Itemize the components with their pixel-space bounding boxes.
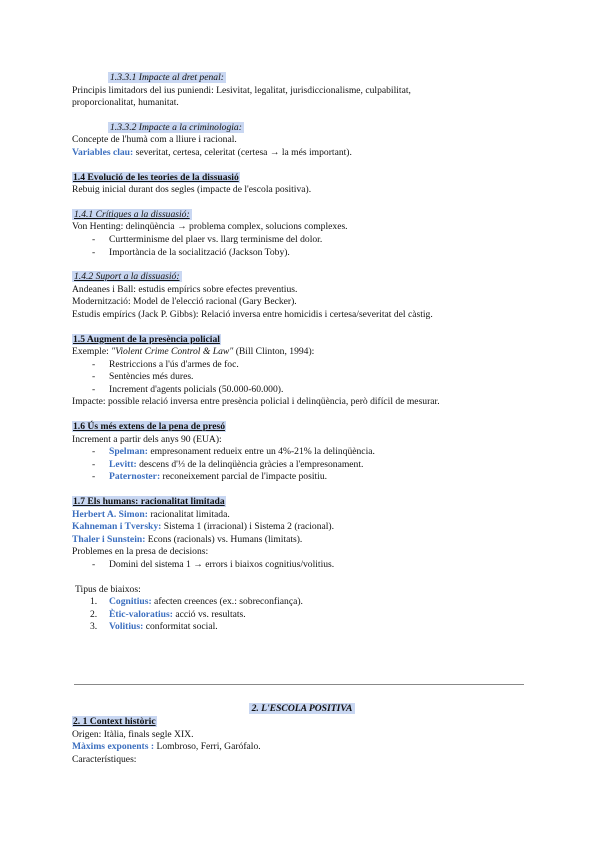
list-item: - Levitt: descens d'⅓ de la delinqüència gràcies a l'empresonament.	[92, 459, 532, 472]
paragraph: Impacte: possible relació inversa entre presència policial i delinqüència, però difícil de mesurar.	[72, 396, 440, 408]
list-item: 2. Ètic-valoratius: acció vs. resultats.	[90, 608, 246, 620]
chapter-title: 2. L'ESCOLA POSITIVA	[72, 703, 532, 716]
paragraph: Característiques:	[72, 753, 137, 765]
list-item: - Domini del sistema 1 → errors i biaixos cognitius/volitius.	[92, 559, 532, 572]
heading-1-3-3-1: 1.3.3.1 Impacte al dret penal:	[110, 72, 224, 83]
paragraph: Andeanes i Ball: estudis empírics sobre efectes preventius.	[72, 283, 298, 295]
list	[72, 446, 532, 484]
list	[72, 234, 532, 259]
list	[72, 359, 532, 397]
section-1-3-3	[72, 72, 532, 634]
paragraph: Von Henting: delinqüència → problema complex, solucions complexes.	[72, 221, 348, 233]
heading-1-5: 1.5 Augment de la presència policial	[73, 333, 220, 345]
paragraph: Màxims exponents : Lombroso, Ferri, Garófalo.	[72, 741, 261, 753]
keyword: Variables clau:	[72, 146, 134, 158]
paragraph: Principis limitadors del ius puniendi: Lesivitat, legalitat, jurisdiccionalisme, culpabilitat,	[72, 84, 411, 96]
list-item: - Sentències més dures.	[92, 371, 532, 384]
paragraph: Modernització: Model de l'elecció racional (Gary Becker).	[72, 296, 297, 308]
paragraph: Origen: Itàlia, finals segle XIX.	[72, 728, 194, 740]
list-item: - Increment d'agents policials (50.000-60.000).	[92, 384, 532, 397]
list-item: 1. Cognitius: afecten creences (ex.: sobreconfiança).	[90, 596, 303, 608]
paragraph: Rebuig inicial durant dos segles (impacte de l'escola positiva).	[72, 184, 312, 196]
paragraph: Kahneman i Tversky: Sistema 1 (irracional) i Sistema 2 (racional).	[72, 521, 335, 533]
list-item: - Spelman: empresonament redueix entre un 4%-21% la delinqüència.	[92, 446, 532, 459]
heading-1-4-2: 1.4.2 Suport a la dissuasió:	[74, 271, 180, 283]
paragraph: Concepte de l'humà com a lliure i racional.	[72, 134, 237, 146]
paragraph: proporcionalitat, humanitat.	[72, 97, 179, 109]
heading-2-1: 2. 1 Context històric	[73, 716, 156, 727]
heading-1-4-1: 1.4.1 Crítiques a la dissuasió:	[74, 208, 190, 220]
list-item: - Importància de la socialització (Jackson Toby).	[92, 247, 532, 260]
paragraph: Variables clau: severitat, certesa, celeritat (certesa → la més important).	[72, 146, 352, 158]
heading-1-3-3-2: 1.3.3.2 Impacte a la criminologia:	[110, 121, 242, 133]
paragraph: Exemple: "Violent Crime Control & Law" (Bill Clinton, 1994):	[72, 346, 315, 358]
list-item: 3. Volitius: conformitat social.	[90, 621, 218, 633]
list	[72, 559, 532, 572]
paragraph: Herbert A. Simon: racionalitat limitada.	[72, 508, 230, 520]
section-2-1	[72, 716, 532, 766]
paragraph: Problemes en la presa de decisions:	[72, 546, 209, 558]
paragraph: Increment a partir dels anys 90 (EUA):	[72, 433, 222, 445]
paragraph: Estudis empírics (Jack P. Gibbs): Relació inversa entre homicidis i certesa/severitat del càstig.	[72, 308, 433, 320]
paragraph: Thaler i Sunstein: Econs (racionals) vs. Humans (limitats).	[72, 533, 303, 545]
list-item: - Paternoster: reconeixement parcial de l'impacte positiu.	[92, 471, 532, 484]
list-item: - Curtterminisme del plaer vs. llarg terminisme del dolor.	[92, 234, 532, 247]
paragraph: Tipus de biaixos:	[75, 583, 141, 595]
heading-1-4: 1.4 Evolució de les teories de la dissuasió	[73, 171, 239, 183]
list-item: - Restriccions a l'ús d'armes de foc.	[92, 359, 532, 372]
heading-1-6: 1.6 Ús més extens de la pena de presó	[73, 421, 225, 433]
heading-1-7: 1.7 Els humans: racionalitat limitada	[73, 496, 225, 508]
numbered-list	[72, 596, 532, 634]
horizontal-divider	[74, 684, 524, 685]
